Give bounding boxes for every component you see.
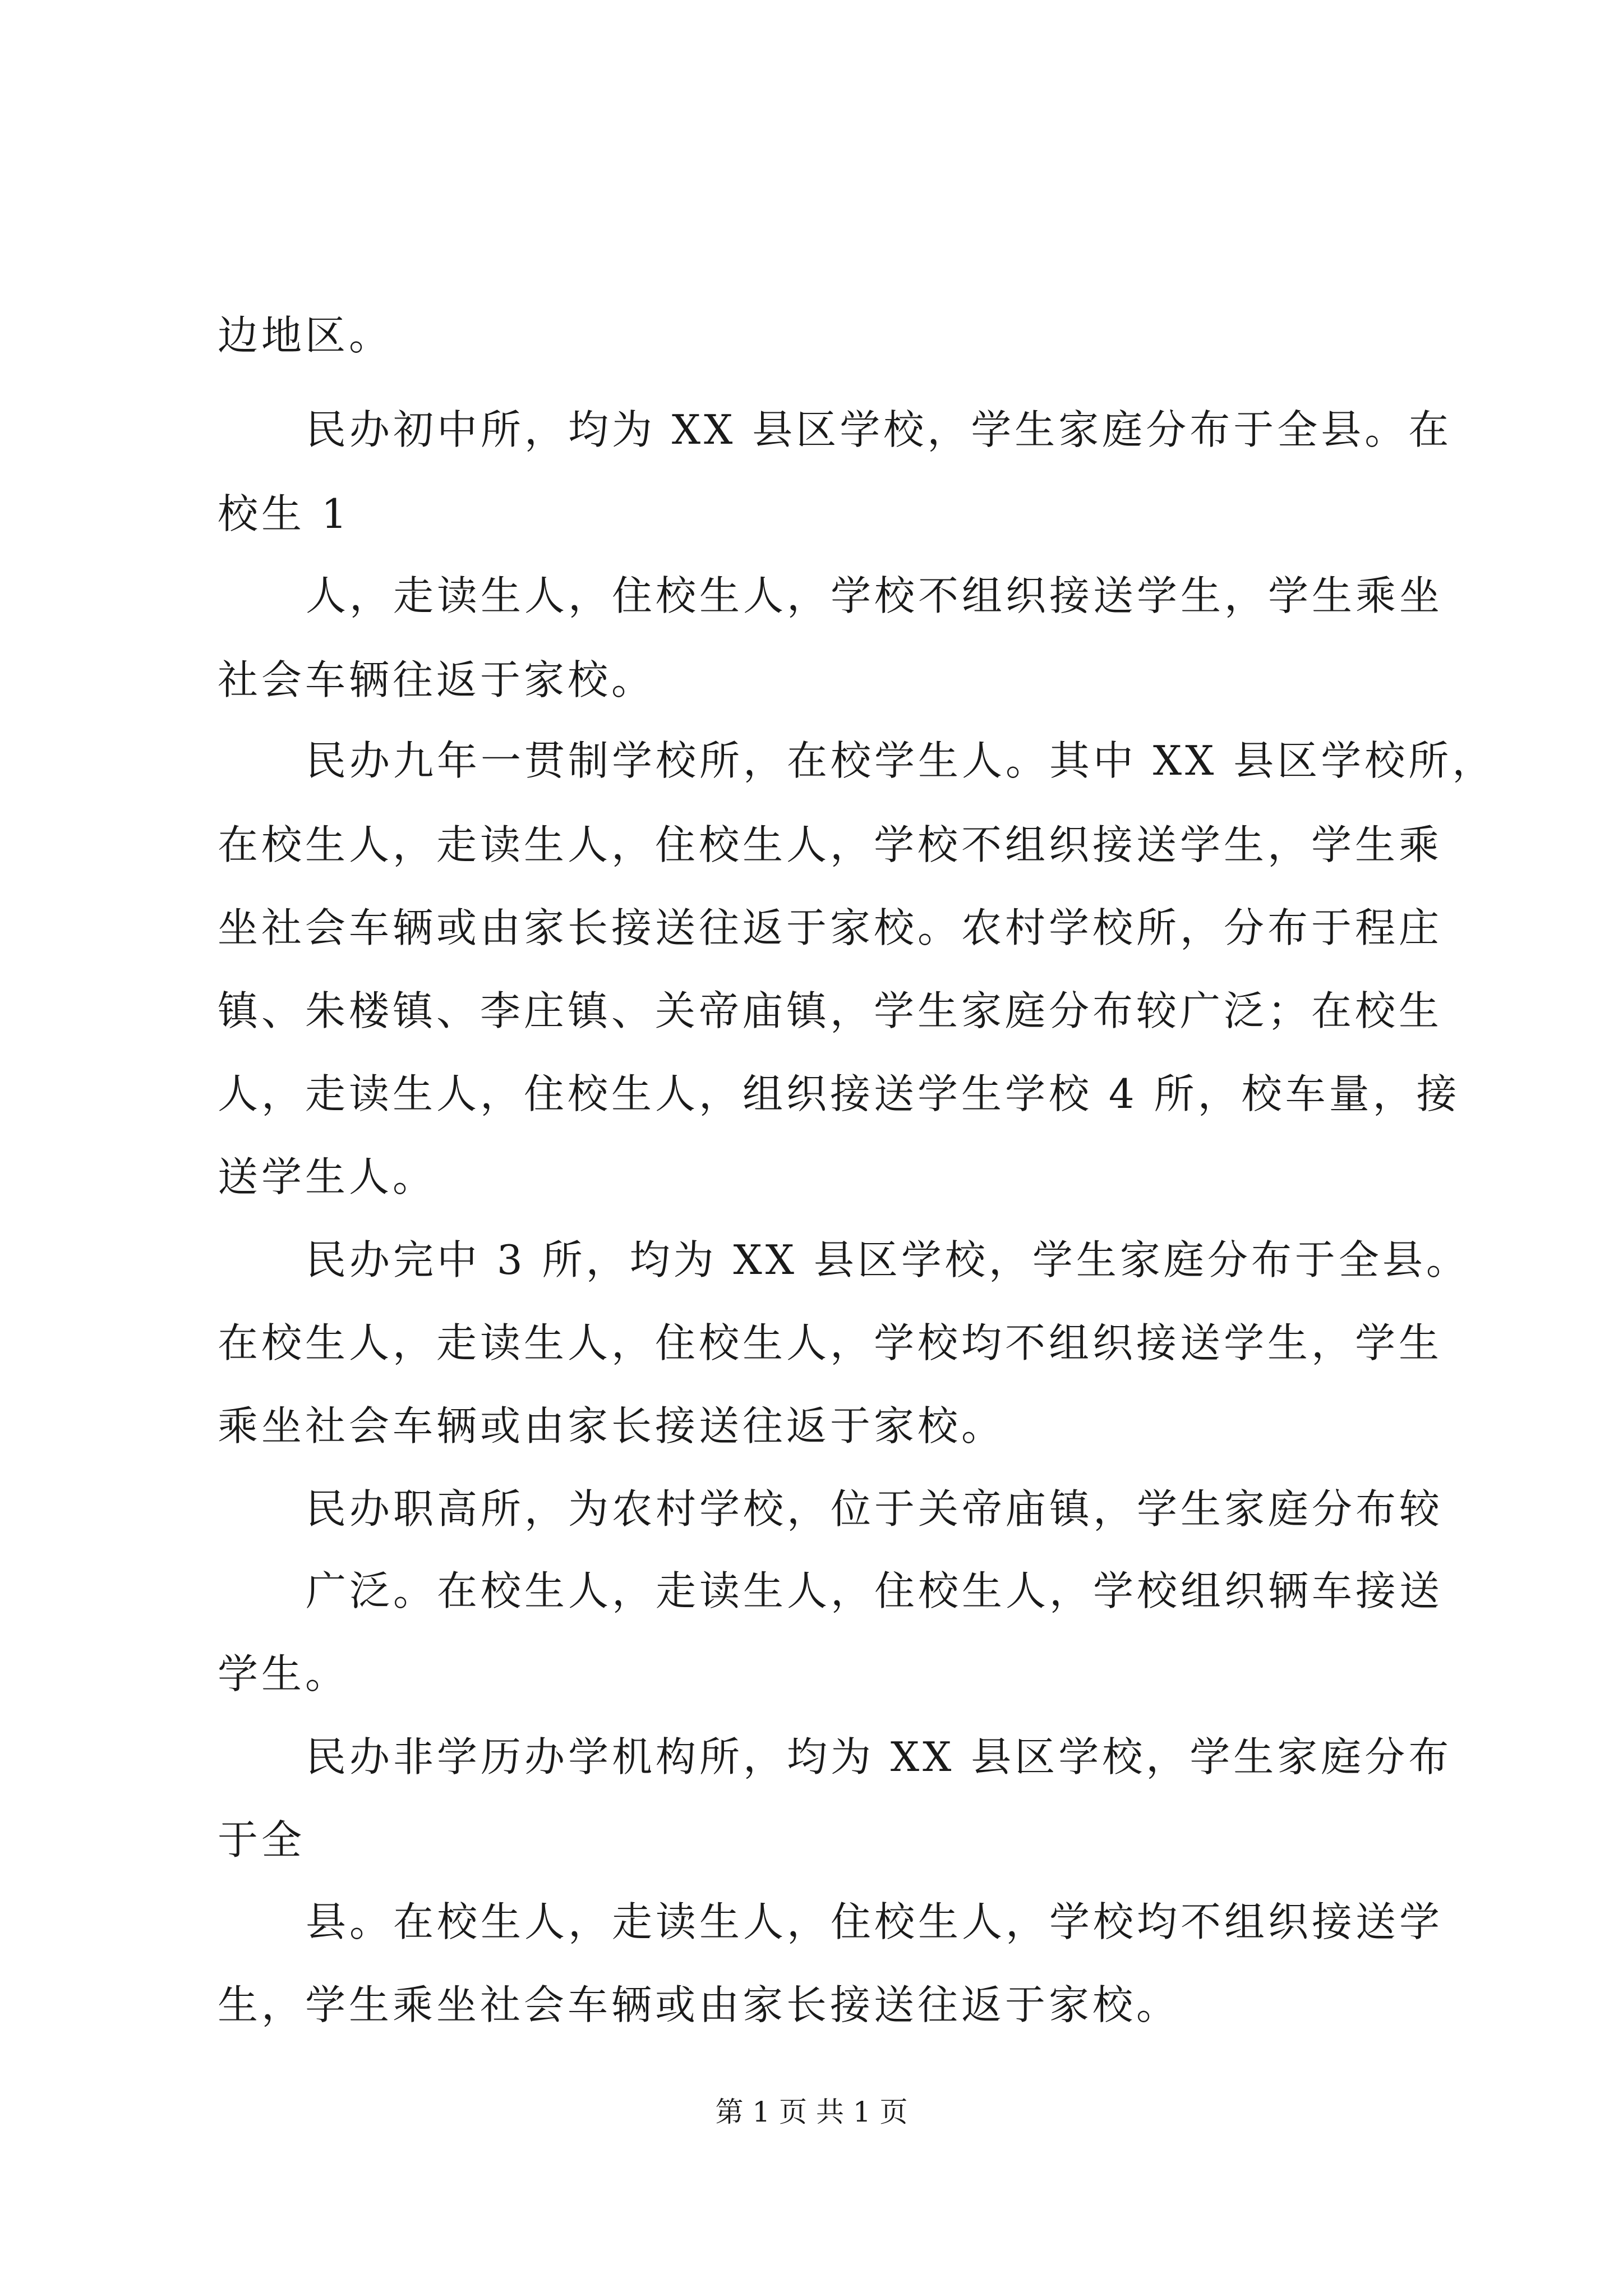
text-line-6: 民办九年一贯制学校所，在校学生人。其中 XX 县区学校所， [306,737,1496,784]
text-line-2: 民办初中所，均为 XX 县区学校，学生家庭分布于全县。在 [306,406,1453,453]
text-line-4: 人，走读生人，住校生人，学校不组织接送学生，学生乘坐 [306,572,1444,619]
text-line-3: 校生 1 [218,490,351,537]
text-line-5: 社会车辆往返于家校。 [218,656,656,703]
text-line-16: 广泛。在校生人，走读生人，住校生人，学校组织辆车接送 [306,1567,1444,1614]
text-line-19: 于全 [218,1816,306,1864]
text-line-12: 民办完中 3 所，均为 XX 县区学校，学生家庭分布于全县。 [306,1236,1470,1283]
text-line-21: 生，学生乘坐社会车辆或由家长接送往返于家校。 [218,1981,1181,2028]
text-line-9: 镇、朱楼镇、李庄镇、关帝庙镇，学生家庭分布较广泛；在校生 [218,987,1443,1034]
text-line-20: 县。在校生人，走读生人，住校生人，学校均不组织接送学 [306,1898,1444,1945]
text-line-18: 民办非学历办学机构所，均为 XX 县区学校，学生家庭分布 [306,1733,1453,1780]
text-line-13: 在校生人，走读生人，住校生人，学校均不组织接送学生，学生 [218,1319,1443,1366]
text-line-14: 乘坐社会车辆或由家长接送往返于家校。 [218,1402,1006,1450]
text-line-8: 坐社会车辆或由家长接送往返于家校。农村学校所，分布于程庄 [218,904,1443,951]
text-line-11: 送学生人。 [218,1153,437,1200]
text-line-17: 学生。 [218,1650,349,1697]
page-footer: 第 1 页 共 1 页 [715,2096,908,2128]
text-line-1: 边地区。 [218,312,393,359]
text-line-15: 民办职高所，为农村学校，位于关帝庙镇，学生家庭分布较 [306,1485,1444,1533]
text-line-10: 人，走读生人，住校生人，组织接送学生学校 4 所，校车量，接 [218,1070,1460,1117]
text-line-7: 在校生人，走读生人，住校生人，学校不组织接送学生，学生乘 [218,821,1443,868]
